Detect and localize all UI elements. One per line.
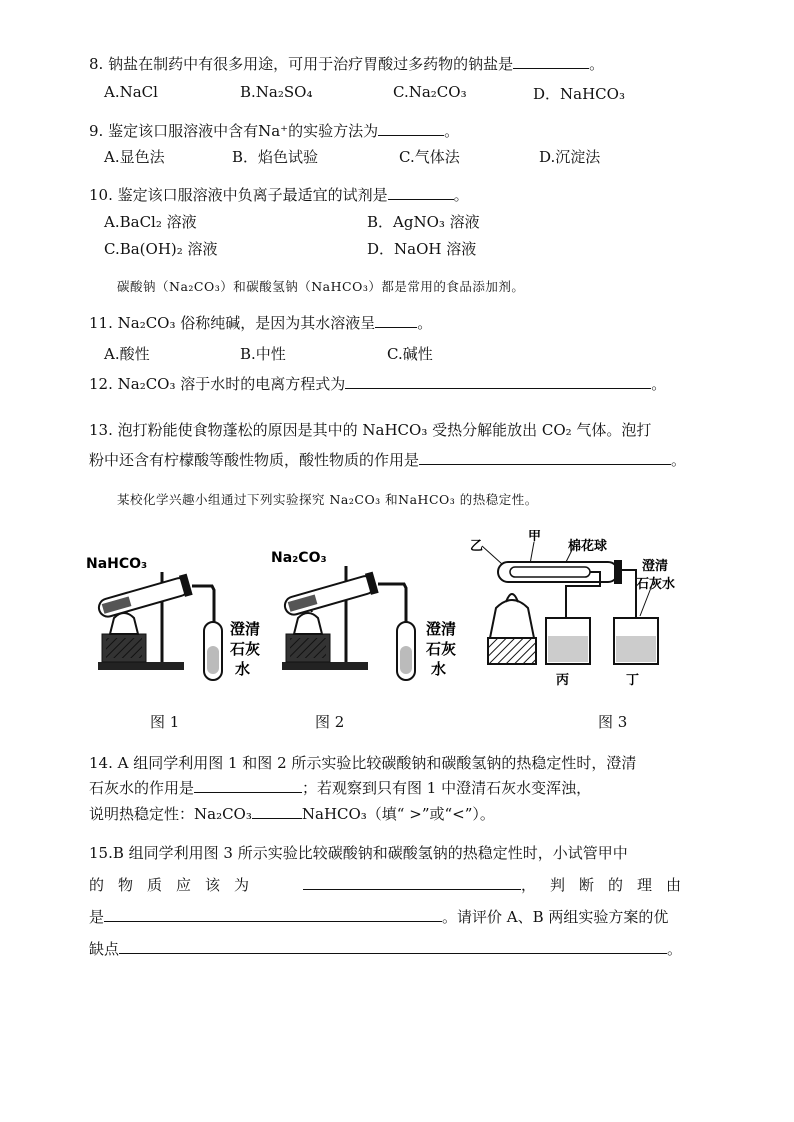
experiment-figures: [80, 530, 720, 700]
q15-answer-blank-1[interactable]: [303, 875, 521, 890]
fig1-lime-label-3: 水: [235, 660, 251, 678]
q10-answer-blank[interactable]: [388, 185, 454, 200]
q14-line-2: 石灰水的作用是 ；若观察到只有图 1 中澄清石灰水变浑浊，: [89, 779, 592, 797]
figure-1-caption: 图 1: [150, 713, 180, 731]
fig1-lime-label-2: 石灰: [230, 640, 261, 658]
q8-option-b: B.Na₂SO₄: [240, 83, 313, 101]
q15-line-4: 缺点 。: [89, 940, 683, 958]
q14-answer-blank-1[interactable]: [194, 778, 302, 793]
q15-line-3: 是 。请评价 A、B 两组实验方案的优: [89, 908, 669, 926]
q10-option-c: C.Ba(OH)₂ 溶液: [104, 240, 218, 258]
fig3-label-lime-1: 澄清: [642, 559, 669, 574]
figure-3-caption: 图 3: [598, 713, 628, 731]
fig1-lime-label-1: 澄清: [230, 620, 261, 638]
intro-text-1: 碳酸钠（Na₂CO₃）和碳酸氢钠（NaHCO₃）都是常用的食品添加剂。: [117, 279, 525, 294]
q8-option-c: C.Na₂CO₃: [393, 83, 467, 101]
fig2-lime-label-1: 澄清: [426, 620, 457, 638]
fig3-label-ding: 丁: [626, 673, 640, 688]
q13-answer-blank[interactable]: [419, 450, 671, 465]
fig3-label-cotton: 棉花球: [568, 539, 608, 554]
q10-option-b: B．AgNO₃ 溶液: [367, 213, 480, 231]
fig2-lime-label-3: 水: [431, 660, 447, 678]
q12-answer-blank[interactable]: [345, 374, 651, 389]
q9-answer-blank[interactable]: [378, 121, 444, 136]
figure-3-apparatus: [470, 530, 675, 688]
q14-line-1: 14. A 组同学利用图 1 和图 2 所示实验比较碳酸钠和碳酸氢钠的热稳定性时，澄清: [89, 754, 637, 772]
q9-option-d: D.沉淀法: [539, 148, 601, 166]
q8-answer-blank[interactable]: [513, 54, 589, 69]
figure-1-apparatus: [86, 556, 260, 680]
q10-option-a: A.BaCl₂ 溶液: [104, 213, 197, 231]
q8-stem: 8. 钠盐在制药中有很多用途，可用于治疗胃酸过多药物的钠盐是 。: [89, 55, 605, 73]
q15-answer-blank-2[interactable]: [104, 907, 442, 922]
q11-answer-blank[interactable]: [375, 313, 417, 328]
figure-2-caption: 图 2: [315, 713, 345, 731]
q12-stem: 12. Na₂CO₃ 溶于水时的电离方程式为 。: [89, 375, 667, 393]
fig3-label-jia: 甲: [528, 530, 542, 544]
intro-text-2: 某校化学兴趣小组通过下列实验探究 Na₂CO₃ 和NaHCO₃ 的热稳定性。: [117, 492, 538, 507]
q15-answer-blank-3[interactable]: [119, 939, 667, 954]
fig3-label-bing: 丙: [556, 673, 570, 688]
q13-line-1: 13. 泡打粉能使食物蓬松的原因是其中的 NaHCO₃ 受热分解能放出 CO₂ 气体。泡打: [89, 421, 652, 439]
q9-option-b: B．焰色试验: [232, 148, 319, 166]
q11-option-c: C.碱性: [387, 345, 433, 363]
q11-stem: 11. Na₂CO₃ 俗称纯碱，是因为其水溶液呈 。: [89, 314, 433, 332]
fig3-label-yi: 乙: [470, 539, 484, 554]
q15-line-1: 15.B 组同学利用图 3 所示实验比较碳酸钠和碳酸氢钠的热稳定性时，小试管甲中: [89, 844, 628, 862]
fig3-label-lime-2: 石灰水: [636, 577, 676, 592]
q14-answer-blank-2[interactable]: [252, 804, 302, 819]
figure-2-apparatus: [271, 550, 456, 680]
q11-option-b: B.中性: [240, 345, 286, 363]
q10-stem: 10. 鉴定该口服溶液中负离子最适宜的试剂是 。: [89, 186, 469, 204]
q14-line-3: 说明热稳定性：Na₂CO₃ NaHCO₃（填“ >”或“<”）。: [89, 805, 495, 823]
q11-option-a: A.酸性: [104, 345, 150, 363]
q15-line-2: 的物质应该为 ，判断的理由: [89, 876, 696, 894]
q8-option-a: A.NaCl: [104, 83, 158, 101]
q13-line-2: 粉中还含有柠檬酸等酸性物质，酸性物质的作用是 。: [89, 451, 687, 469]
q9-option-a: A.显色法: [104, 148, 165, 166]
q9-stem: 9. 鉴定该口服溶液中含有Na⁺的实验方法为 。: [89, 122, 460, 140]
fig1-sample-label: NaHCO₃: [86, 556, 148, 572]
q10-option-d: D．NaOH 溶液: [367, 240, 477, 258]
q9-option-c: C.气体法: [399, 148, 460, 166]
fig2-sample-label: Na₂CO₃: [271, 550, 327, 566]
fig2-lime-label-2: 石灰: [426, 640, 457, 658]
q8-option-d: D．NaHCO₃: [533, 85, 625, 103]
